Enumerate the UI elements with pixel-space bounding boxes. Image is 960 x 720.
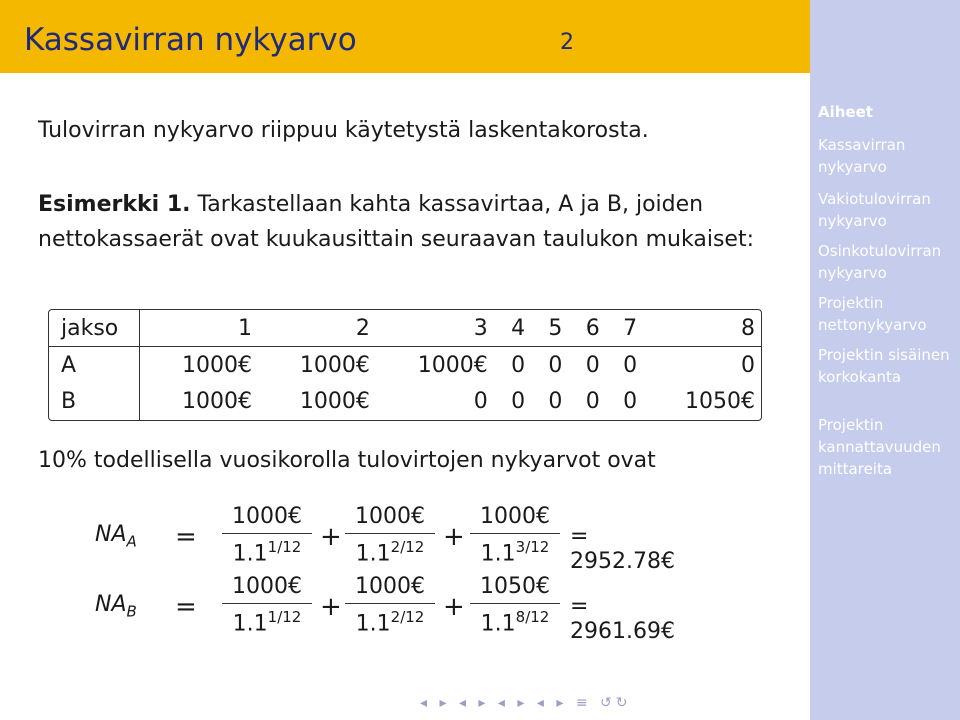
equals-sign: = (175, 522, 197, 552)
intro-text: Tulovirran nykyarvo riippuu käytetystä laskentakorosta. (38, 118, 649, 143)
sidebar (810, 0, 960, 720)
equation-result: = 2952.78€ (570, 524, 675, 574)
denominator: $1.1^{8/12}$ (480, 608, 550, 637)
numerator: 1000€ (222, 574, 312, 604)
sidebar-item-vakiotulovirran-nykyarvo[interactable]: Vakiotulovirran nykyarvo (818, 190, 931, 230)
table-cell: 0 (623, 389, 638, 415)
equation-result: = 2961.69€ (570, 594, 675, 644)
table-cell: 5 (531, 310, 568, 347)
slide-title: Kassavirran nykyarvo (24, 22, 357, 58)
denominator: $1.1^{1/12}$ (232, 538, 302, 567)
table-cell: 0 (473, 389, 488, 415)
table-cell: B (49, 384, 140, 420)
result-intro-text: 10% todellisella vuosikorolla tulovirtojen nykyarvot ovat (38, 448, 656, 473)
denominator: $1.1^{1/12}$ (232, 608, 302, 637)
equals-sign: = (175, 592, 197, 622)
plus-sign: + (443, 592, 465, 622)
table-cell: 0 (585, 353, 600, 379)
table-cell: 1000€ (182, 389, 253, 415)
plus-sign: + (320, 592, 342, 622)
table-row (49, 347, 761, 384)
example-body: Tarkastellaan kahta kassavirtaa, A ja B, joiden nettokassaerät ovat kuukausittain seuraavan taulukon mukaiset: (38, 192, 754, 252)
beamer-navigation-icons[interactable]: ◂ ▸ ◂ ▸ ◂ ▸ ◂ ▸ ≡ ↺↻ (420, 695, 632, 711)
table-cell: 2 (258, 310, 376, 347)
cashflow-table (48, 309, 762, 421)
table-cell: 0 (623, 353, 638, 379)
table-cell: 1050€ (685, 389, 755, 415)
denominator: $1.1^{2/12}$ (355, 538, 425, 567)
table-cell: jakso (49, 310, 140, 347)
sidebar-item-projektin-kannattavuuden-mittareita[interactable]: Projektin kannattavuuden mittareita (818, 416, 941, 478)
fraction (345, 574, 435, 636)
numerator: 1000€ (470, 504, 560, 534)
table-cell: 0 (548, 353, 563, 379)
fraction (470, 504, 560, 566)
sidebar-item-projektin-nettonykyarvo[interactable]: Projektin nettonykyarvo (818, 294, 927, 334)
table-cell: A (49, 347, 140, 384)
denominator: $1.1^{2/12}$ (355, 608, 425, 637)
table-cell: 6 (568, 310, 605, 347)
fraction (222, 504, 312, 566)
numerator: 1000€ (222, 504, 312, 534)
table-cell: 4 (494, 310, 531, 347)
numerator: 1000€ (345, 504, 435, 534)
table-cell: 0 (511, 353, 526, 379)
sidebar-item-osinkotulovirran-nykyarvo[interactable]: Osinkotulovirran nykyarvo (818, 242, 942, 282)
example-text (38, 187, 778, 257)
plus-sign: + (320, 522, 342, 552)
example-label: Esimerkki 1. (38, 192, 191, 217)
slide-number: 2 (560, 30, 574, 55)
table-cell: 7 (606, 310, 643, 347)
equation-name: $NA_B$ (95, 592, 137, 621)
table-header-row (49, 310, 761, 347)
equation-name: $NA_A$ (95, 522, 137, 551)
table-cell: 0 (585, 389, 600, 415)
table-cell: 1 (140, 310, 259, 347)
fraction (345, 504, 435, 566)
sidebar-item-kassavirran-nykyarvo[interactable]: Kassavirran nykyarvo (818, 136, 906, 176)
table-cell: 0 (511, 389, 526, 415)
table-cell: 1000€ (182, 353, 253, 379)
sidebar-item-aiheet[interactable]: Aiheet (818, 103, 873, 121)
fraction (470, 574, 560, 636)
table-cell: 3 (376, 310, 494, 347)
table-cell: 0 (741, 353, 755, 379)
table-cell: 0 (548, 389, 563, 415)
table-row (49, 384, 761, 420)
table-cell: 1000€ (299, 353, 370, 379)
table-cell: 1000€ (417, 353, 488, 379)
denominator: $1.1^{3/12}$ (480, 538, 550, 567)
table-cell: 1000€ (299, 389, 370, 415)
slide-header (0, 0, 810, 73)
numerator: 1050€ (470, 574, 560, 604)
numerator: 1000€ (345, 574, 435, 604)
table-cell: 8 (643, 310, 761, 347)
sidebar-item-projektin-sisainen-korkokanta[interactable]: Projektin sisäinen korkokanta (818, 346, 950, 386)
plus-sign: + (443, 522, 465, 552)
fraction (222, 574, 312, 636)
